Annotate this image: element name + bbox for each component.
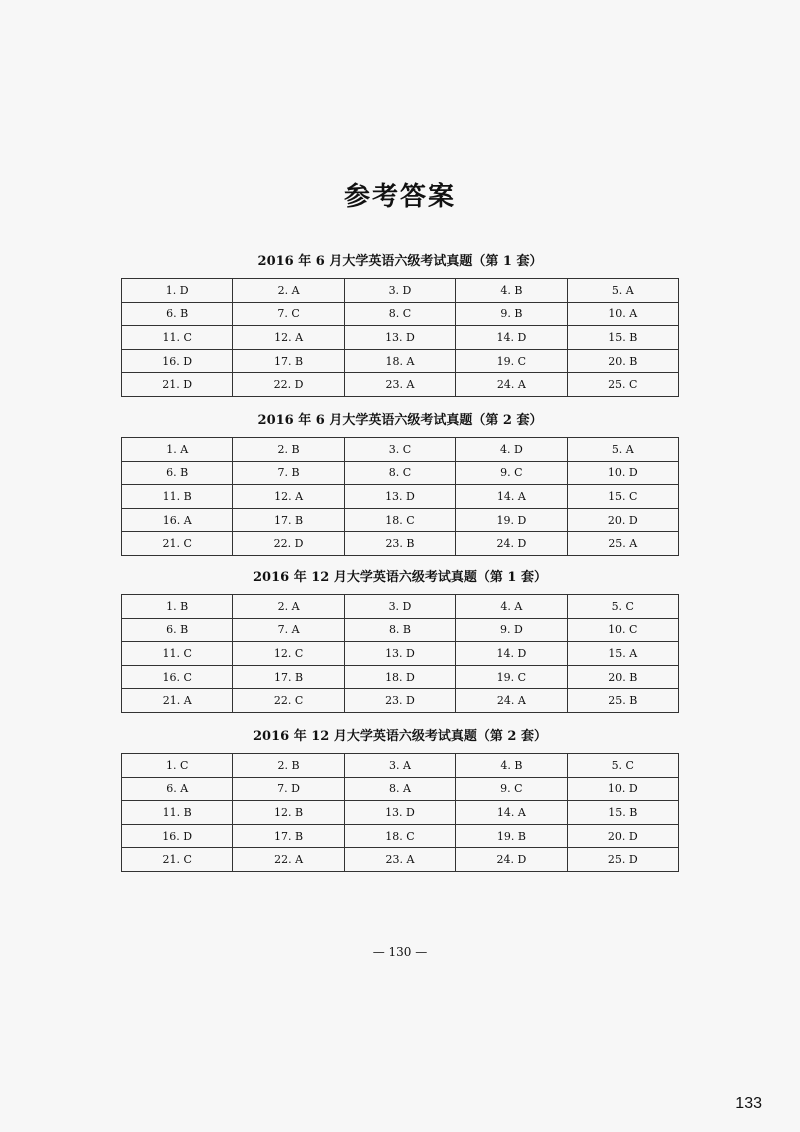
answer-cell: 24. A [456, 373, 567, 397]
answer-cell: 1. C [122, 754, 233, 778]
answer-cell: 19. C [456, 665, 567, 689]
answer-cell: 14. D [456, 642, 567, 666]
answer-cell: 9. C [456, 777, 567, 801]
answer-cell: 6. B [122, 302, 233, 326]
answer-cell: 3. C [344, 438, 455, 462]
answer-cell: 23. B [344, 532, 455, 556]
table-row [122, 508, 679, 532]
section-heading: 2016 年 12 月大学英语六级考试真题（第 2 套） [253, 729, 547, 744]
answer-cell: 14. D [456, 326, 567, 350]
answer-cell: 24. D [456, 532, 567, 556]
answer-cell: 2. A [233, 595, 344, 619]
answer-cell: 12. A [233, 485, 344, 509]
answer-cell: 19. D [456, 508, 567, 532]
answer-cell: 23. A [344, 373, 455, 397]
answer-cell: 10. C [567, 618, 678, 642]
answer-cell: 2. A [233, 279, 344, 303]
answer-cell: 18. C [344, 824, 455, 848]
table-row [122, 485, 679, 509]
answer-cell: 1. A [122, 438, 233, 462]
answer-cell: 4. B [456, 279, 567, 303]
page-number-corner: 133 [735, 1095, 762, 1112]
answer-cell: 18. C [344, 508, 455, 532]
answer-cell: 11. C [122, 642, 233, 666]
answer-cell: 8. B [344, 618, 455, 642]
answer-cell: 4. D [456, 438, 567, 462]
answer-cell: 15. C [567, 485, 678, 509]
answer-section [121, 728, 679, 872]
answer-cell: 12. B [233, 801, 344, 825]
answer-cell: 18. A [344, 349, 455, 373]
answer-cell: 25. B [567, 689, 678, 713]
table-row [122, 532, 679, 556]
answer-cell: 8. C [344, 302, 455, 326]
answer-cell: 5. C [567, 754, 678, 778]
answer-cell: 2. B [233, 438, 344, 462]
answer-cell: 1. D [122, 279, 233, 303]
answer-cell: 11. B [122, 801, 233, 825]
answer-cell: 25. A [567, 532, 678, 556]
answer-cell: 11. C [122, 326, 233, 350]
answer-table [121, 278, 679, 397]
answer-cell: 16. A [122, 508, 233, 532]
table-row [122, 302, 679, 326]
answer-cell: 13. D [344, 801, 455, 825]
answer-cell: 1. B [122, 595, 233, 619]
table-row [122, 326, 679, 350]
answer-section [121, 569, 679, 713]
section-heading: 2016 年 6 月大学英语六级考试真题（第 2 套） [257, 413, 543, 428]
answer-cell: 5. C [567, 595, 678, 619]
answer-cell: 8. C [344, 461, 455, 485]
table-row [122, 595, 679, 619]
table-row [122, 618, 679, 642]
answer-cell: 4. A [456, 595, 567, 619]
answer-cell: 23. A [344, 848, 455, 872]
answer-cell: 17. B [233, 824, 344, 848]
answer-cell: 9. B [456, 302, 567, 326]
table-row [122, 349, 679, 373]
answer-cell: 17. B [233, 349, 344, 373]
answer-section [121, 253, 679, 397]
section-heading: 2016 年 12 月大学英语六级考试真题（第 1 套） [253, 570, 547, 585]
table-row [122, 279, 679, 303]
answer-cell: 10. A [567, 302, 678, 326]
answer-cell: 14. A [456, 485, 567, 509]
answer-cell: 17. B [233, 508, 344, 532]
answer-cell: 13. D [344, 326, 455, 350]
answer-cell: 3. D [344, 595, 455, 619]
answer-cell: 6. A [122, 777, 233, 801]
table-row [122, 438, 679, 462]
answer-cell: 11. B [122, 485, 233, 509]
answer-cell: 22. C [233, 689, 344, 713]
answer-cell: 7. C [233, 302, 344, 326]
answer-cell: 10. D [567, 777, 678, 801]
answer-cell: 5. A [567, 279, 678, 303]
table-row [122, 777, 679, 801]
answer-cell: 3. A [344, 754, 455, 778]
answer-cell: 15. B [567, 801, 678, 825]
table-row [122, 373, 679, 397]
answer-cell: 8. A [344, 777, 455, 801]
answer-cell: 7. B [233, 461, 344, 485]
table-row [122, 689, 679, 713]
table-row [122, 848, 679, 872]
answer-cell: 2. B [233, 754, 344, 778]
answer-cell: 16. D [122, 824, 233, 848]
page-title: 参考答案 [343, 182, 456, 212]
answer-cell: 22. A [233, 848, 344, 872]
answer-cell: 20. B [567, 349, 678, 373]
answer-cell: 21. C [122, 848, 233, 872]
answer-cell: 9. D [456, 618, 567, 642]
answer-cell: 12. C [233, 642, 344, 666]
answer-cell: 21. C [122, 532, 233, 556]
table-row [122, 642, 679, 666]
section-heading: 2016 年 6 月大学英语六级考试真题（第 1 套） [257, 254, 543, 269]
answer-cell: 10. D [567, 461, 678, 485]
answer-cell: 20. D [567, 508, 678, 532]
page-number-footer: — 130 — [372, 945, 428, 959]
answer-cell: 18. D [344, 665, 455, 689]
answer-cell: 20. B [567, 665, 678, 689]
answer-cell: 21. A [122, 689, 233, 713]
answer-cell: 23. D [344, 689, 455, 713]
answer-cell: 20. D [567, 824, 678, 848]
answer-section [121, 412, 679, 556]
answer-cell: 15. B [567, 326, 678, 350]
answer-cell: 21. D [122, 373, 233, 397]
answer-cell: 3. D [344, 279, 455, 303]
answer-table [121, 753, 679, 872]
answer-cell: 14. A [456, 801, 567, 825]
table-row [122, 665, 679, 689]
table-row [122, 461, 679, 485]
answer-cell: 22. D [233, 532, 344, 556]
answer-cell: 13. D [344, 642, 455, 666]
answer-cell: 13. D [344, 485, 455, 509]
answer-table [121, 594, 679, 713]
answer-cell: 19. B [456, 824, 567, 848]
answer-cell: 24. D [456, 848, 567, 872]
table-row [122, 754, 679, 778]
answer-cell: 22. D [233, 373, 344, 397]
answer-cell: 12. A [233, 326, 344, 350]
answer-cell: 25. C [567, 373, 678, 397]
answer-cell: 25. D [567, 848, 678, 872]
table-row [122, 824, 679, 848]
answer-cell: 9. C [456, 461, 567, 485]
answer-cell: 16. D [122, 349, 233, 373]
answer-cell: 19. C [456, 349, 567, 373]
answer-cell: 17. B [233, 665, 344, 689]
answer-cell: 6. B [122, 618, 233, 642]
answer-cell: 15. A [567, 642, 678, 666]
answer-cell: 4. B [456, 754, 567, 778]
answer-cell: 16. C [122, 665, 233, 689]
answer-cell: 5. A [567, 438, 678, 462]
answer-cell: 7. D [233, 777, 344, 801]
answer-cell: 24. A [456, 689, 567, 713]
answer-cell: 7. A [233, 618, 344, 642]
table-row [122, 801, 679, 825]
answer-table [121, 437, 679, 556]
answer-cell: 6. B [122, 461, 233, 485]
